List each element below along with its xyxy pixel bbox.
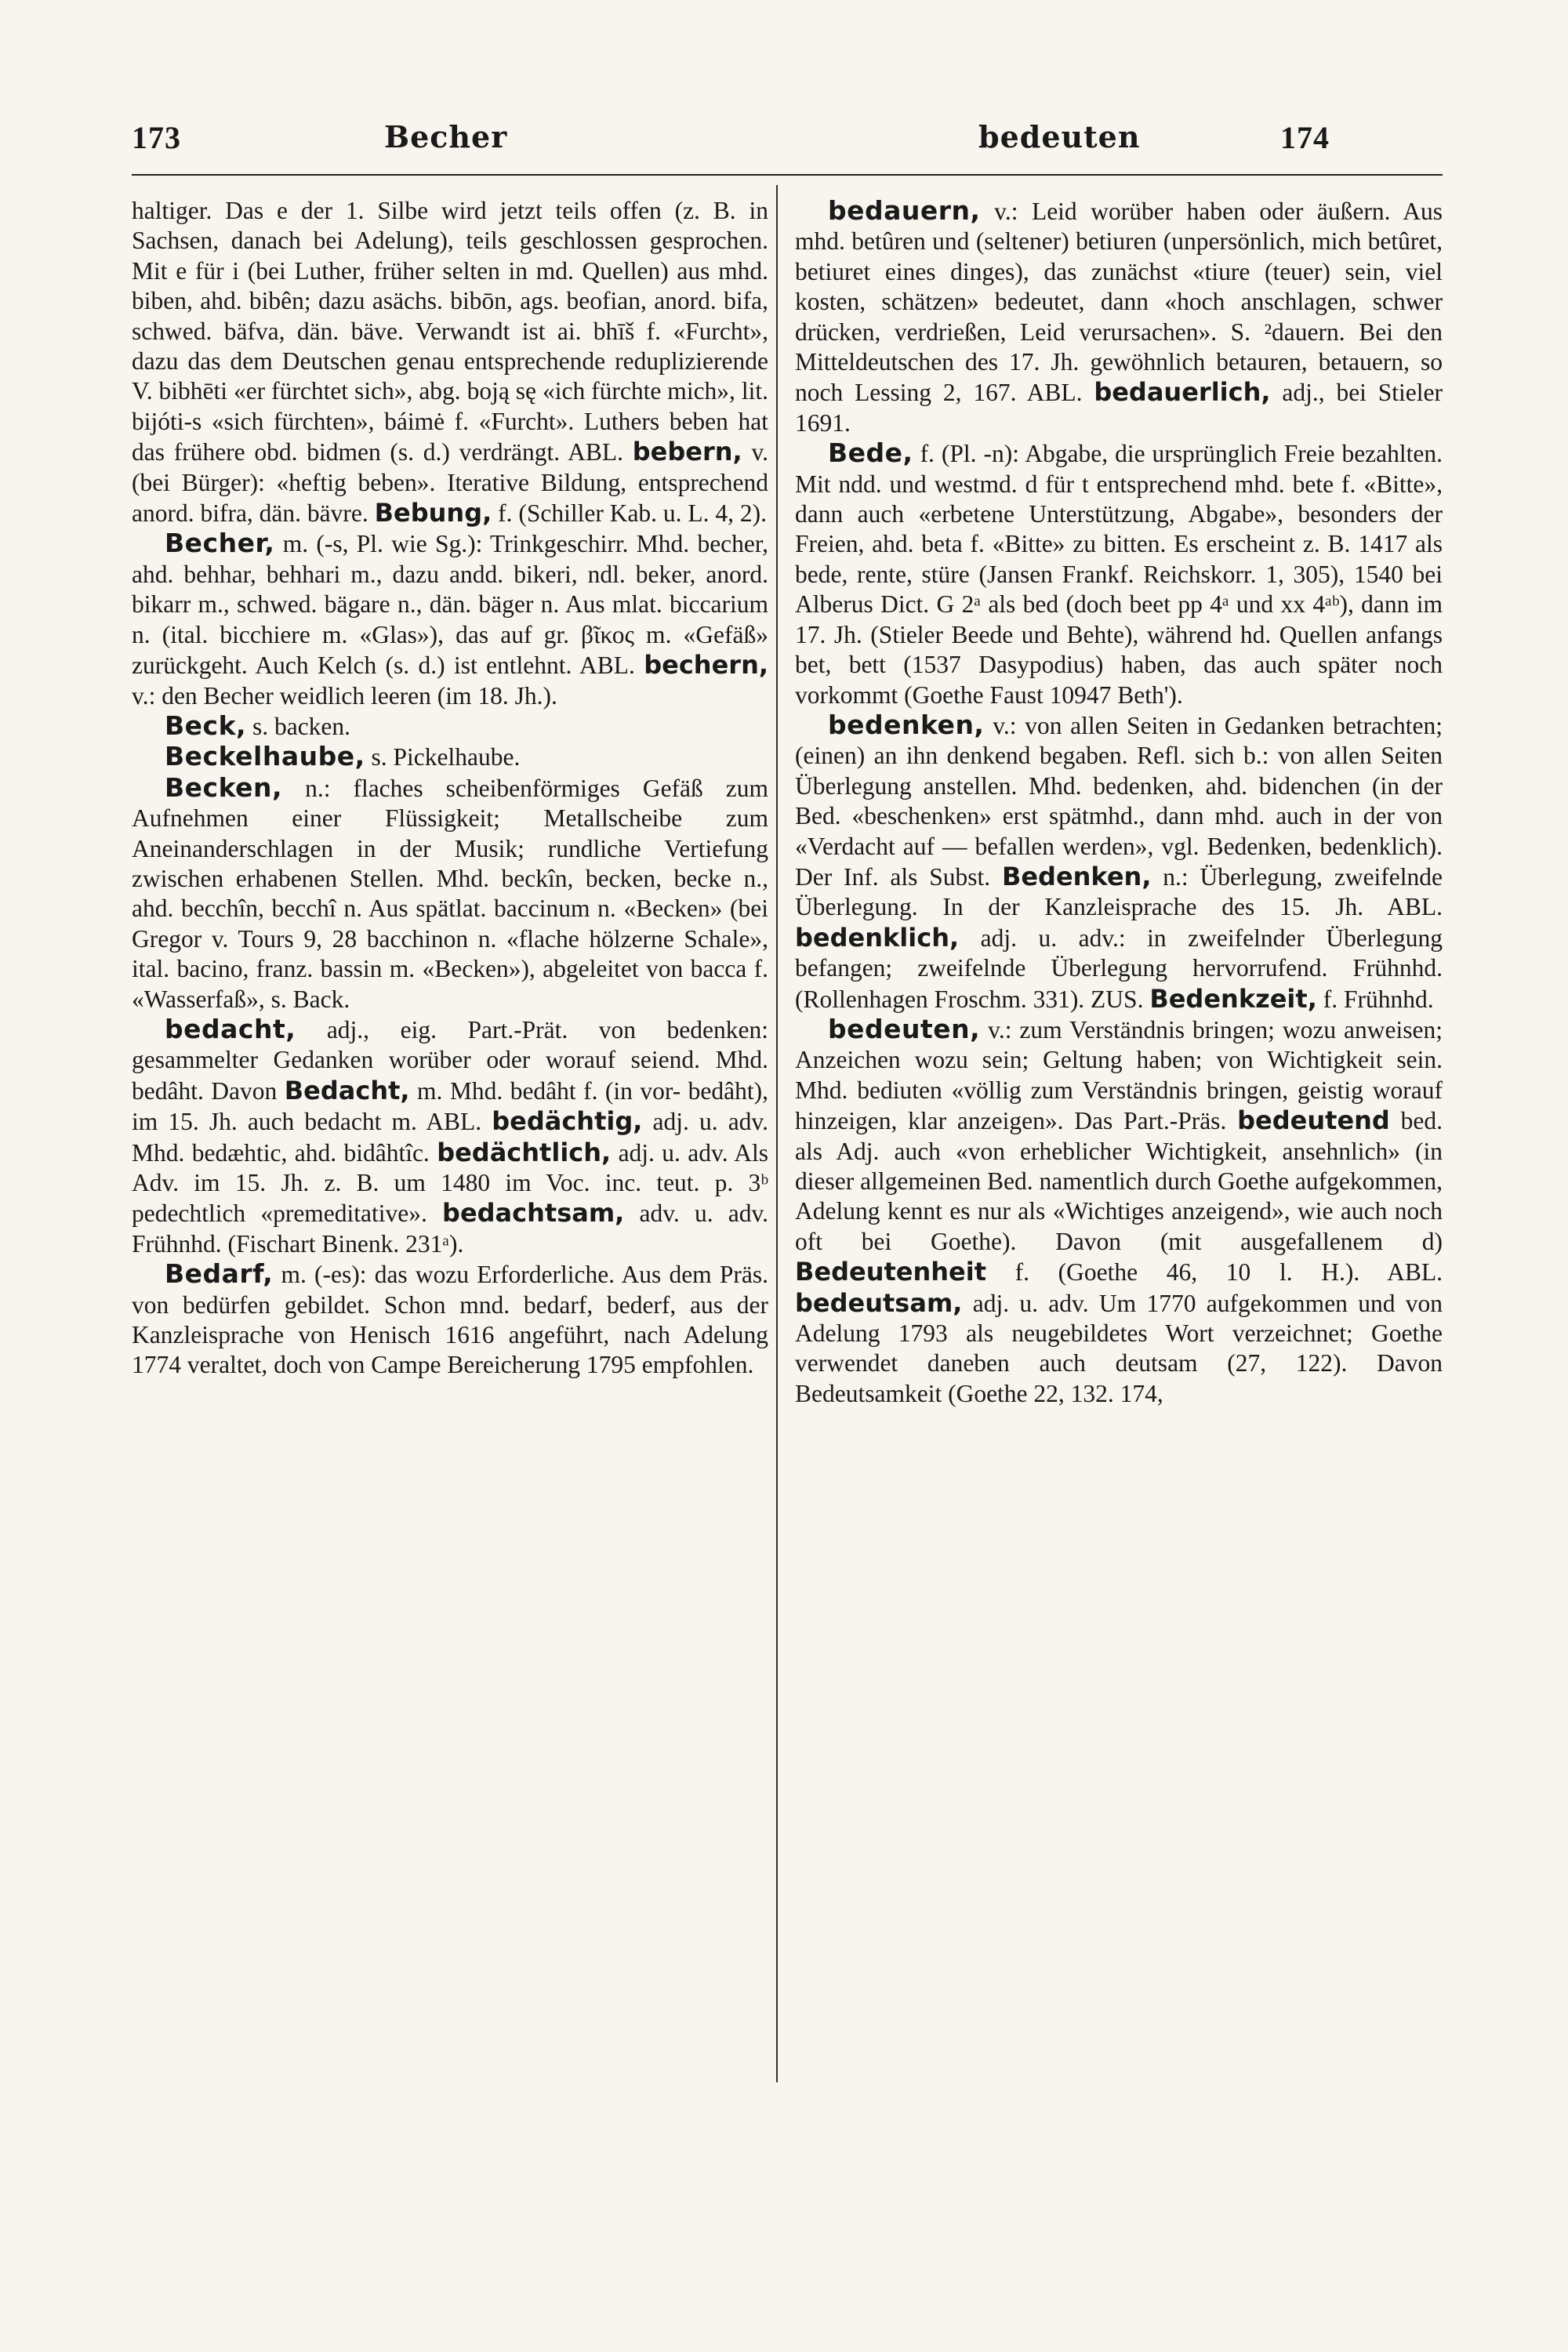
headword-bedauern: bedauern, <box>828 195 981 226</box>
entry-text: adj., eig. Part.-Prät. von bedenken: gesammelter Gedanken worüber oder worauf seiend. Mhd. bedâht. Davon <box>132 1015 768 1105</box>
entry-text: f. (Schiller Kab. u. L. 4, 2). <box>498 499 768 528</box>
page-number-right: 174 <box>1280 120 1330 155</box>
headword-bedauerlich: bedauerlich, <box>1094 377 1271 408</box>
headword-bedenklich: bedenklich, <box>795 922 960 953</box>
entry-text: n.: Überlegung, zweifelnde Überlegung. In der Kanzleisprache des 15. Jh. ABL. <box>795 862 1443 921</box>
entry-text: adv. u. adv. Frühnhd. (Fischart Binenk. 231ᵃ). <box>132 1200 769 1258</box>
entry-text: adj., bei Stieler 1691. <box>795 379 1443 437</box>
entry-text: v.: von allen Seiten in Gedanken betrachten; (einen) an ihn denkend begaben. Refl. sich b.: von allen Seiten Überlegung anstellen. Mhd. bedenken, ahd. bidenchen (in der Bed. «beschenken» erst spätmhd., dann mhd. auch in der von «Verdacht auf — befallen werden», vgl. Bedenken, bedenklich). Der Inf. als Subst. <box>795 711 1443 891</box>
entry-text: m. Mhd. bedâht f. (in vor- bedâht), im 15. Jh. auch bedacht m. ABL. <box>132 1076 769 1136</box>
entry-text: f. Frühnhd. <box>1323 985 1434 1013</box>
entry-text: m. (-es): das wozu Erforderliche. Aus dem Präs. von bedürfen gebildet. Schon mnd. bedarf, bederf, aus der Kanzleisprache von Henisch 1616 angeführt, nach Adelung 1774 veraltet, doch von Campe Bereicherung 1795 empfohlen. <box>132 1261 768 1379</box>
entry-text: v.: den Becher weidlich leeren (im 18. Jh.). <box>132 681 557 710</box>
headword-bedeuten: bedeuten, <box>828 1013 981 1044</box>
headword-bede: Bede, <box>828 437 913 469</box>
entry-bedeuten <box>795 1014 1443 1409</box>
headword-becken: Becken, <box>165 771 283 803</box>
entry-bedauern <box>795 196 1443 438</box>
entry-bedenken <box>795 710 1443 1014</box>
headword-bedenken-n: Bedenken, <box>1001 861 1152 891</box>
headword-bebern: bebern, <box>632 437 742 467</box>
headword-bedacht-m: Bedacht, <box>284 1075 410 1105</box>
headword-bedeutenheit: Bedeutenheit <box>795 1257 987 1287</box>
entry-text: haltiger. Das e der 1. Silbe wird jetzt teils offen (z. B. in Sachsen, danach bei Adelung), teils geschlossen gesprochen. Mit e für i (bei Luther, früher selten in md. Quellen) aus mhd. biben, ahd. bibên; dazu asächs. bibōn, ags. beofian, anord. bifa, schwed. bäfva, dän. bäve. Verwandt ist ai. bhīš f. «Furcht», dazu das dem Deutschen genau entsprechende reduplizierende V. bibhēti «er fürchtet sich», abg. boją sę «ich fürchte mich», lit. bijóti-s «sich fürchten», báimė f. «Furcht». Luthers beben hat das frühere obd. bidmen (s. d.) verdrängt. ABL. <box>132 197 768 466</box>
entry-text: n.: flaches scheibenförmiges Gefäß zum Aufnehmen einer Flüssigkeit; Metallscheibe zum Aneinanderschlagen in der Musik; rundliche Vertiefung zwischen erhabenen Stellen. Mhd. beckîn, becken, becke n., ahd. becchîn, becchî n. Aus spätlat. baccinum n. «Becken» (bei Gregor v. Tours 9, 28 bacchinon n. «flache hölzerne Schale», ital. bacino, franz. bassin m. «Becken»), abgeleitet von bacca f. «Wasserfaß», s. Back. <box>132 774 768 1013</box>
entry-becken <box>132 773 768 1014</box>
headword-bedeutend: bedeutend <box>1237 1105 1390 1136</box>
entry-text: bed. als Adj. auch «von erheblicher Wichtigkeit, ansehnlich» (in dieser allgemeinen Bed. namentlich durch Goethe aufgekommen, Adelung kennt es nur als «Wichtiges anzeigend», wie auch noch oft bei Goethe). Davon (mit ausgefallenem d) <box>795 1107 1443 1255</box>
guide-word-left: Becher <box>384 119 508 154</box>
headword-bedenkzeit: Bedenkzeit, <box>1149 983 1317 1014</box>
entry-text: adj. u. adv. Um 1770 aufgekommen und von Adelung 1793 als neugebildetes Wort verzeichnet; Goethe verwendet daneben auch deutsam (27, 122). Davon Bedeutsamkeit (Goethe 22, 132. 174, <box>795 1289 1443 1407</box>
guide-word-right: bedeuten <box>978 119 1141 154</box>
entry-text: f. (Pl. -n): Abgabe, die ursprünglich Freie bezahlten. Mit ndd. und westmd. d für t entsprechend mhd. bete f. «Bitte», dann auch «erbetene Unterstützung, Abgabe», besonders der Freien, ahd. beta f. «Bitte» zu bitten. Es erscheint z. B. 1417 als bede, rente, stüre (Jansen Frankf. Reichskorr. 1, 305), 1540 bei Alberus Dict. G 2ᵃ als bed (doch beet pp 4ᵃ und xx 4ᵃᵇ), dann im 17. Jh. (Stieler Beede und Behte), während hd. Quellen anfangs bet, bett (1537 Dasypodius) haben, das auch später noch vorkommt (Goethe Faust 10947 Beth'). <box>795 440 1443 709</box>
entry-text: adj. u. adv. Mhd. bedæhtic, ahd. bidâhtîc. <box>132 1108 769 1167</box>
entry-text: adj. u. adv. Als Adv. im 15. Jh. z. B. um 1480 im Voc. inc. teut. p. 3ᵇ pedechtlich «premeditative». <box>132 1138 768 1228</box>
entry-text: v.: Leid worüber haben oder äußern. Aus mhd. betûren und (seltener) betiuren (unpersönlich, mich betûret, betiuret eines dinges), das zunächst «tiure (teuer) sein, viel kosten, schätzen» bedeutet, dann «hoch anschlagen, schwer drücken, verdrießen, Leid verursachen». S. ²dauern. Bei den Mitteldeutschen des 17. Jh. gewöhnlich betauren, betauern, so noch Lessing 2, 167. ABL. <box>795 198 1443 407</box>
entry-text: adj. u. adv.: in zweifelnder Überlegung befangen; zweifelnde Überlegung hervorrufend. Frühnhd. (Rollenhagen Froschm. 331). ZUS. <box>795 924 1443 1013</box>
entry-text: s. backen. <box>252 712 351 740</box>
entry-text: v.: zum Verständnis bringen; wozu anweisen; Anzeichen wozu sein; Geltung haben; von Wichtigkeit sein. Mhd. bediuten «völlig zum Verständnis bringen, geistig worauf hinzeigen, klar anzeigen». Das Part.-Präs. <box>795 1015 1443 1135</box>
entry-beckelhaube <box>132 742 768 772</box>
entry-becher <box>132 528 768 710</box>
page-number-left: 173 <box>132 120 181 155</box>
headword-beckelhaube: Beckelhaube, <box>165 741 365 772</box>
headword-becher: Becher, <box>165 528 275 559</box>
right-column <box>795 196 1443 1409</box>
headword-bedacht: bedacht, <box>165 1013 296 1044</box>
column-divider <box>776 185 778 2082</box>
entry-bedacht <box>132 1014 768 1259</box>
left-column <box>132 196 768 1381</box>
headword-beck: Beck, <box>165 710 247 741</box>
headword-bedaechtig: bedächtig, <box>492 1106 643 1137</box>
headword-bedarf: Bedarf, <box>165 1258 274 1290</box>
entry-bede <box>795 438 1443 710</box>
entry-text: f. (Goethe 46, 10 l. H.). ABL. <box>1014 1258 1443 1287</box>
headword-bebung: Bebung, <box>374 498 492 528</box>
headword-bedenken: bedenken, <box>828 709 985 740</box>
headword-bedaechtlich: bedächtlich, <box>437 1137 612 1167</box>
entry-continuation <box>132 196 768 528</box>
entry-text: v. (bei Bürger): «heftig beben». Iterative Bildung, entsprechend anord. bifra, dän. bävre. <box>132 438 769 528</box>
header-rule <box>132 174 1443 176</box>
entry-bedarf <box>132 1259 768 1381</box>
headword-bedachtsam: bedachtsam, <box>442 1198 625 1229</box>
headword-bedeutsam: bedeutsam, <box>795 1287 963 1318</box>
entry-beck <box>132 711 768 742</box>
headword-bechern: bechern, <box>644 650 768 681</box>
entry-text: m. (-s, Pl. wie Sg.): Trinkgeschirr. Mhd. becher, ahd. behhar, behhari m., dazu andd. bikeri, ndl. beker, anord. bikarr m., schwed. bägare n., dän. bäger n. Aus mlat. biccarium n. (ital. bicchiere m. «Glas»), das auf gr. βῖκος m. «Gefäß» zurückgeht. Auch Kelch (s. d.) ist entlehnt. ABL. <box>132 530 769 680</box>
entry-text: s. Pickelhaube. <box>371 743 521 771</box>
